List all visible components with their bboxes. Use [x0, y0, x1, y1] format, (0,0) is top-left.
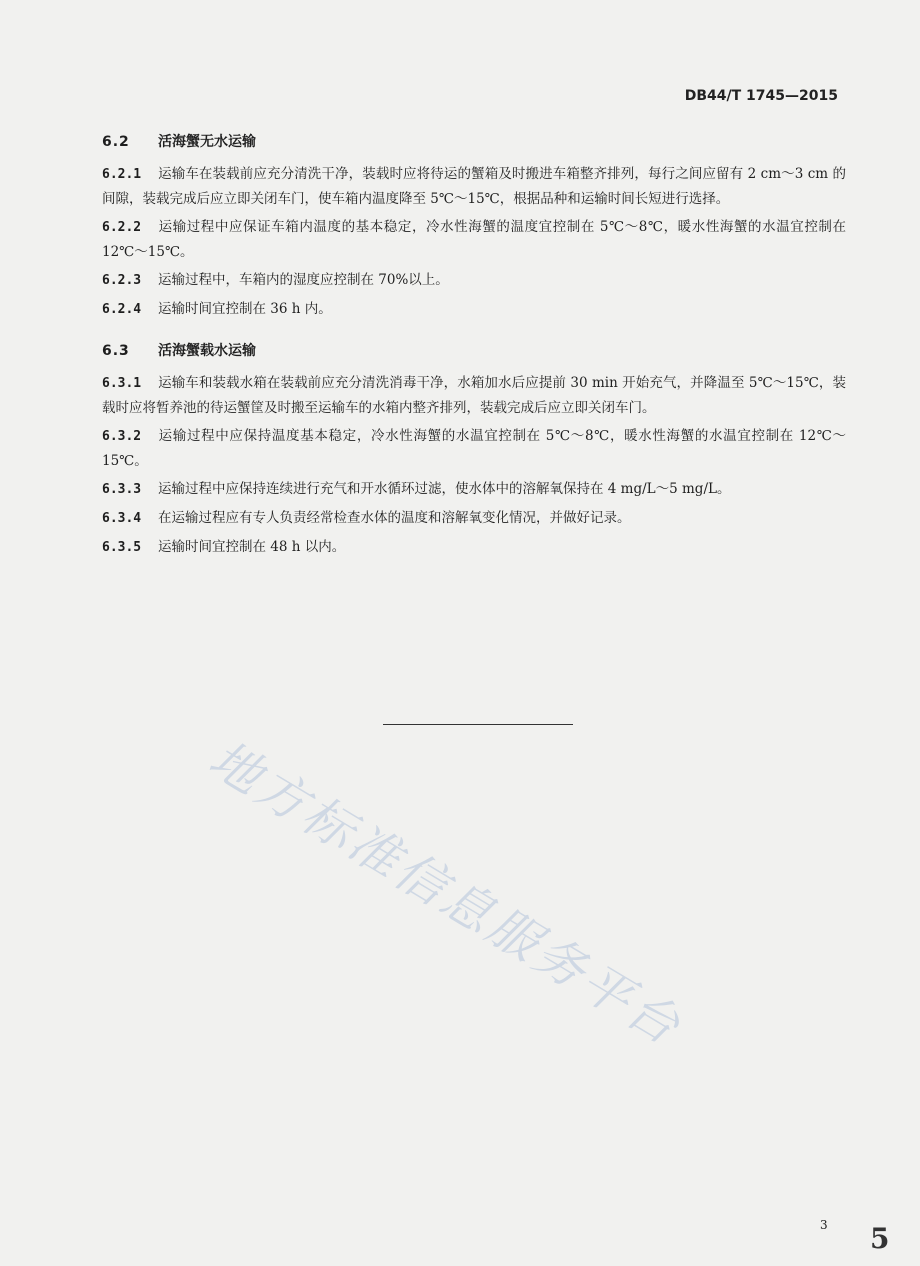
- clause-text: 运输时间宜控制在 36 h 内。: [158, 301, 332, 317]
- clause-6-3-3: [102, 477, 846, 502]
- clause-text: 运输车在装载前应充分清洗干净，装载时应将待运的蟹箱及时搬进车箱整齐排列，每行之间应留有 2 cm～3 cm 的间隙，装载完成后应立即关闭车门，使车箱内温度降至 5℃～15℃，根据品种和运输时间长短进行选择。: [102, 166, 846, 207]
- page-number: 3: [820, 1218, 828, 1232]
- clause-6-2-3: [102, 268, 846, 293]
- document-code: DB44/T 1745—2015: [684, 88, 838, 104]
- clause-number: 6.3.1: [102, 376, 142, 391]
- section-number: 6.3: [102, 343, 130, 359]
- section-heading-6-2: [102, 129, 846, 156]
- clause-6-3-4: [102, 506, 846, 531]
- clause-6-2-2: [102, 215, 846, 264]
- clause-text: 运输过程中应保持连续进行充气和开水循环过滤，使水体中的溶解氧保持在 4 mg/L～5 mg/L。: [158, 481, 731, 497]
- clause-text: 运输车和装载水箱在装载前应充分清洗消毒干净，水箱加水后应提前 30 min 开始充气，并降温至 5℃～15℃，装载时应将暂养池的待运蟹筐及时搬至运输车的水箱内整齐排列，装载完成后应立即关闭车门。: [102, 375, 846, 416]
- clause-6-3-2: [102, 424, 846, 473]
- clause-number: 6.2.1: [102, 167, 142, 182]
- clause-6-2-4: [102, 297, 846, 322]
- clause-number: 6.2.4: [102, 302, 142, 317]
- corner-page-number: 5: [870, 1222, 890, 1255]
- section-title: 活海蟹无水运输: [158, 134, 256, 150]
- clause-text: 运输时间宜控制在 48 h 以内。: [158, 539, 346, 555]
- clause-number: 6.2.3: [102, 273, 142, 288]
- clause-6-3-5: [102, 535, 846, 560]
- section-title: 活海蟹载水运输: [158, 343, 256, 359]
- section-heading-6-3: [102, 338, 846, 365]
- clause-text: 在运输过程应有专人负责经常检查水体的温度和溶解氧变化情况，并做好记录。: [158, 510, 631, 526]
- clause-text: 运输过程中，车箱内的湿度应控制在 70%以上。: [158, 272, 449, 288]
- clause-number: 6.3.5: [102, 540, 142, 555]
- clause-number: 6.2.2: [102, 220, 142, 235]
- document-body: [102, 129, 846, 564]
- section-number: 6.2: [102, 134, 130, 150]
- clause-number: 6.3.2: [102, 429, 142, 444]
- clause-text: 运输过程中应保持温度基本稳定，冷水性海蟹的水温宜控制在 5℃～8℃，暖水性海蟹的水温宜控制在 12℃～15℃。: [102, 428, 846, 469]
- watermark: 地方标准信息服务平台: [199, 729, 693, 1058]
- clause-number: 6.3.3: [102, 482, 142, 497]
- clause-6-2-1: [102, 162, 846, 211]
- end-rule: [383, 724, 573, 725]
- clause-6-3-1: [102, 371, 846, 420]
- clause-number: 6.3.4: [102, 511, 142, 526]
- clause-text: 运输过程中应保证车箱内温度的基本稳定，冷水性海蟹的温度宜控制在 5℃～8℃，暖水性海蟹的水温宜控制在 12℃～15℃。: [102, 219, 846, 260]
